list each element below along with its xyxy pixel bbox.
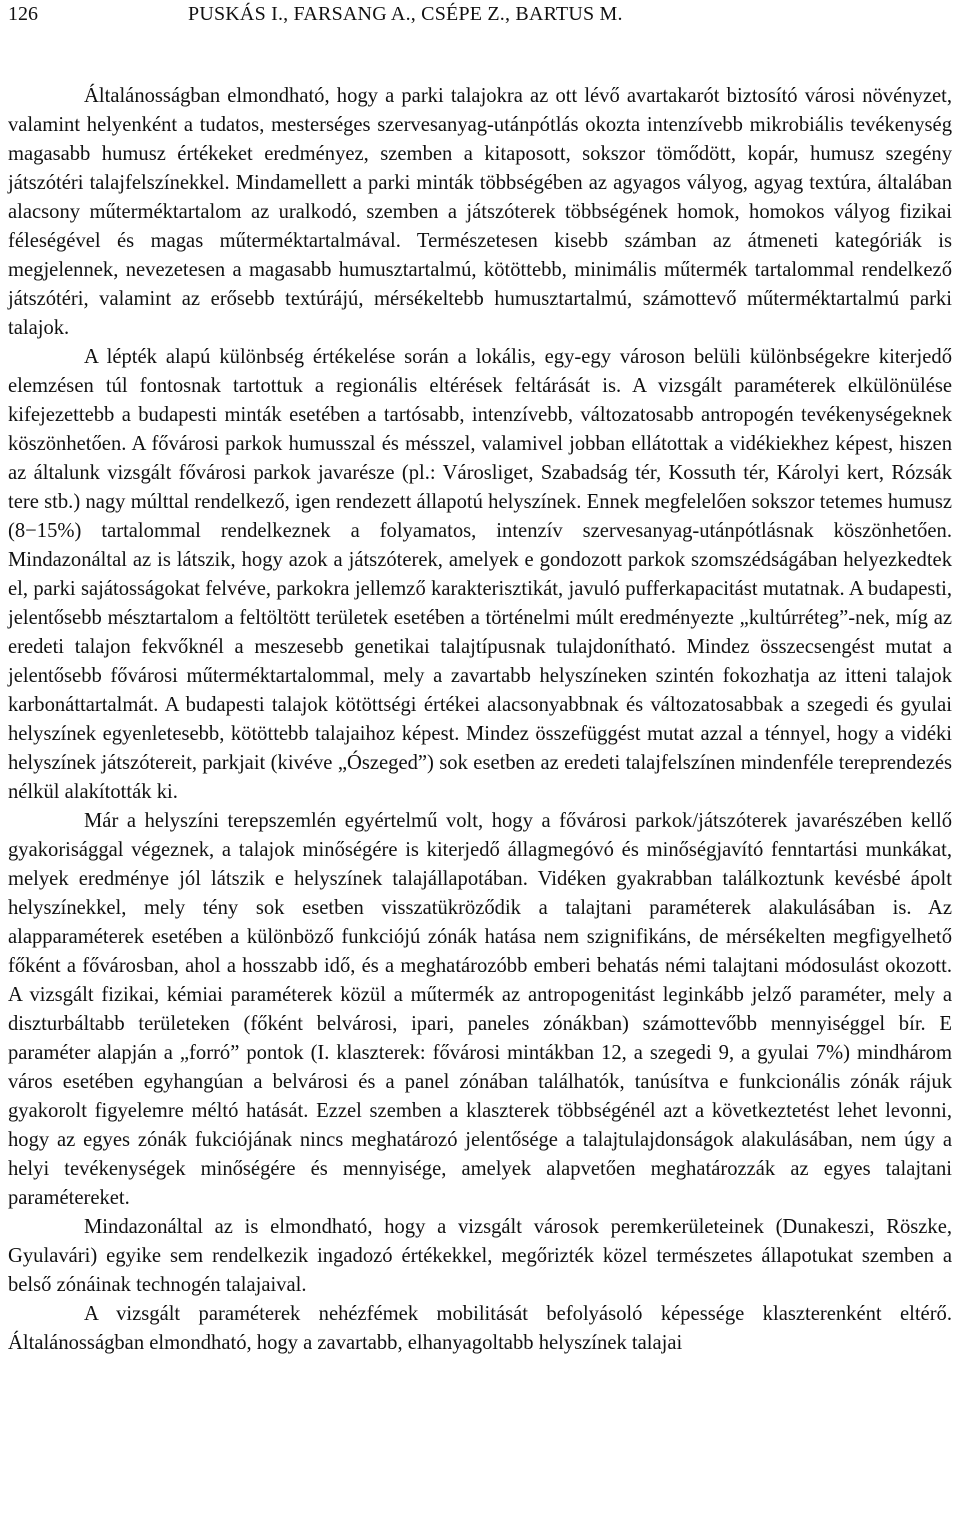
paragraph-heavy-metals: A vizsgált paraméterek nehézfémek mobilitását befolyásoló képessége klaszterenként eltérő. Általánosságban elmondható, hogy a zavartabb, elhanyagoltabb helyszínek talajai [8, 1303, 952, 1354]
page-number: 126 [8, 3, 38, 25]
paragraph-peripheral-districts: Mindazonáltal az is elmondható, hogy a vizsgált városok peremkerületeinek (Dunakeszi, Röszke, Gyulavári) egyike sem rendelkezik ingadozó értékekkel, megőrizték közel természetes állapotukat szemben a belső zónáinak technogén talajaival. [8, 1216, 952, 1296]
paragraph-soil-comparison: Általánosságban elmondható, hogy a parki talajokra az ott lévő avartakarót biztosító városi növényzet, valamint helyenként a tudatos, mesterséges szervesanyag-utánpótlás okozta intenzívebb mikrobiális tevékenység magasabb humusz értékeket eredményez, szemben a kitaposott, sokszor tömődött, kopár, humusz szegény játszótéri talajfelszínekkel. Mindamellett a parki minták többségében az agyagos vályog, agyag textúra, általában alacsony műterméktartalom az uralkodó, szemben a játszóterek többségének homok, homokos vályog fizikai féleségével és magas műterméktartalmával. Természetesen kisebb számban az átmeneti kategóriák is megjelennek, nevezetesen a magasabb humusztartalmú, kötöttebb, minimális műtermék tartalommal rendelkező játszótéri, valamint az erősebb textúrájú, mérsékeltebb humusztartalmú, számottevő műterméktartalmú parki talajok. [8, 85, 952, 339]
running-head-authors: PUSKÁS I., FARSANG A., CSÉPE Z., BARTUS M. [188, 3, 623, 25]
paragraph-scale-evaluation: A lépték alapú különbség értékelése során a lokális, egy-egy városon belüli különbségekre kiterjedő elemzésen túl fontosnak tartottuk a regionális eltérések feltárását is. A vizsgált paraméterek elkülönülése kifejezettebb a budapesti minták esetében a tartósabb, intenzívebb, változatosabb antropogén tevékenységeknek köszönhetően. A fővárosi parkok humusszal és mésszel, valamivel jobban ellátottak a vidékiekhez képest, hiszen az általunk vizsgált fővárosi parkok javarésze (pl.: Városliget, Szabadság tér, Kossuth tér, Károlyi kert, Rózsák tere stb.) nagy múlttal rendelkező, igen rendezett állapotú helyszínek. Ennek megfelelően sokszor tetemes humusz (8−15%) tartalommal rendelkeznek a folyamatos, intenzív szervesanyag-utánpótlásnak köszönhetően. Mindazonáltal az is látszik, hogy azok a játszóterek, amelyek e gondozott parkok szomszédságában helyezkedtek el, parki sajátosságokat felvéve, parkokra jellemző karakterisztikát, javuló pufferkapacitást mutatnak. A budapesti, jelentősebb mésztartalom a feltöltött területek esetében a történelmi múlt eredményezte „kultúrréteg”-nek, míg az eredeti talajon fekvőknél a meszesebb genetikai talajtípusnak tulajdonítható. Mindez összecsengést mutat a jelentősebb fővárosi műterméktartalommal, mely a zavartabb helyszíneken szintén fokozhatja az itteni talajok karbonáttartalmát. A budapesti talajok kötöttségi értékei alacsonyabbnak és változatosabbak a szegedi és gyulai helyszínek egyenletesebb, kötöttebb talajaihoz képest. Mindez összefüggést mutat azzal a ténnyel, hogy a vidéki helyszínek játszótereit, parkjait (kivéve „Ószeged”) sok esetben az eredeti talajfelszínen mindenféle tereprendezés nélkül alakították ki. [8, 346, 952, 803]
body-text [8, 82, 952, 1358]
running-header [8, 0, 952, 28]
paragraph-field-survey: Már a helyszíni terepszemlén egyértelmű volt, hogy a fővárosi parkok/játszóterek javarészében kellő gyakorisággal végeznek, a talajok minőségére is kiterjedő állagmegóvó és minőségjavító fenntartási munkákat, melyek eredménye jól látszik e helyszínek talajállapotában. Vidéken gyakrabban találkoztunk kevésbé ápolt helyszínekkel, mely tény sok esetben visszatükröződik a talajtani paraméterek alakulásában is. Az alapparaméterek esetében a különböző funkciójú zónák hatása nem szignifikáns, de mérsékelten megfigyelhető főként a fővárosban, ahol a hosszabb idő, és a meghatározóbb emberi behatás némi talajtani módosulást okozott. A vizsgált fizikai, kémiai paraméterek közül a műtermék az antropogenitást leginkább jelző paraméter, mely a diszturbáltabb területeken (főként belvárosi, ipari, paneles zónákban) számottevőbb mennyiséggel bír. E paraméter alapján a „forró” pontok (I. klaszterek: fővárosi mintákban 12, a szegedi 9, a gyulai 7%) mindhárom város esetében egyhangúan a belvárosi és a panel zónában találhatók, tanúsítva e funkcionális zónák rájuk gyakorolt figyelemre méltó hatását. Ezzel szemben a klaszterek többségénél azt a következtetést lehet levonni, hogy az egyes zónák fukciójának nincs meghatározó jelentősége a talajtulajdonságok alakulásában, nem úgy a helyi tevékenységek minőségére és mennyisége, amelyek alapvetően meghatározzák az egyes talajtani paramétereket. [8, 810, 952, 1209]
